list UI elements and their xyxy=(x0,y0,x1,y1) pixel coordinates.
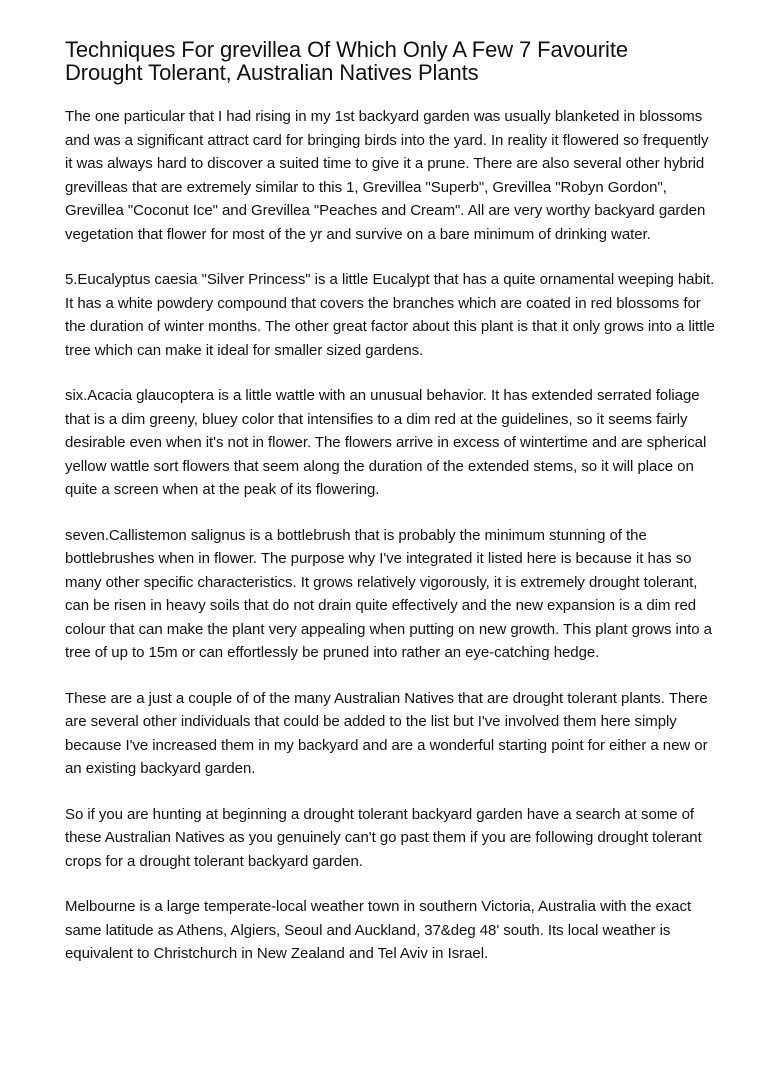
document-title-line-2: Drought Tolerant, Australian Natives Plants xyxy=(65,60,479,85)
paragraph-eucalyptus: 5.Eucalyptus caesia "Silver Princess" is a little Eucalypt that has a quite ornamental weeping habit. It has a white powdery compound that covers the branches which are coated in red blossoms for the duration of winter months. The other great factor about this plant is that it only grows into a little tree which can make it ideal for smaller sized gardens. xyxy=(65,271,715,359)
paragraph-conclusion: So if you are hunting at beginning a drought tolerant backyard garden have a search at some of these Australian Natives as you genuinely can't go past them if you are following drought tolerant crops for a drought tolerant backyard garden. xyxy=(65,805,702,870)
paragraph-grevillea: The one particular that I had rising in my 1st backyard garden was usually blanketed in blossoms and was a significant attract card for bringing birds into the yard. In reality it flowered so frequently it was always hard to discover a suited time to give it a prune. There are also several other hybrid grevilleas that are extremely similar to this 1, Grevillea "Superb", Grevillea "Robyn Gordon", Grevillea "Coconut Ice" and Grevillea "Peaches and Cream". All are very worthy backyard garden vegetation that flower for most of the yr and survive on a bare minimum of drinking water. xyxy=(65,108,709,243)
document-title xyxy=(65,38,717,84)
paragraph-callistemon: seven.Callistemon salignus is a bottlebrush that is probably the minimum stunning of the bottlebrushes when in flower. The purpose why I've integrated it listed here is because it has so many other specific characteristics. It grows relatively vigorously, it is extremely drought tolerant, can be risen in heavy soils that do not drain quite effectively and the new expansion is a dim red colour that can make the plant very appealing when putting on new growth. This plant grows into a tree of up to 15m or can effortlessly be pruned into rather an eye-catching hedge. xyxy=(65,526,712,661)
paragraph-summary: These are a just a couple of of the many Australian Natives that are drought tolerant plants. There are several other individuals that could be added to the list but I've involved them here simply because I've increased them in my backyard and are a wonderful starting point for either a new or an existing backyard garden. xyxy=(65,689,708,777)
paragraph-acacia: six.Acacia glaucoptera is a little wattle with an unusual behavior. It has extended serrated foliage that is a dim greeny, bluey color that intensifies to a dim red at the guidelines, so it seems fairly desirable even when it's not in flower. The flowers arrive in excess of wintertime and are spherical yellow wattle sort flowers that seem along the duration of the extended stems, so it will place on quite a screen when at the peak of its flowering. xyxy=(65,387,707,498)
document-page xyxy=(65,38,717,988)
paragraph-melbourne: Melbourne is a large temperate-local weather town in southern Victoria, Australia with the exact same latitude as Athens, Algiers, Seoul and Auckland, 37&deg 48' south. Its local weather is equivalent to Christchurch in New Zealand and Tel Aviv in Israel. xyxy=(65,898,692,962)
document-title-line-1: Techniques For grevillea Of Which Only A Few 7 Favourite xyxy=(65,37,628,62)
